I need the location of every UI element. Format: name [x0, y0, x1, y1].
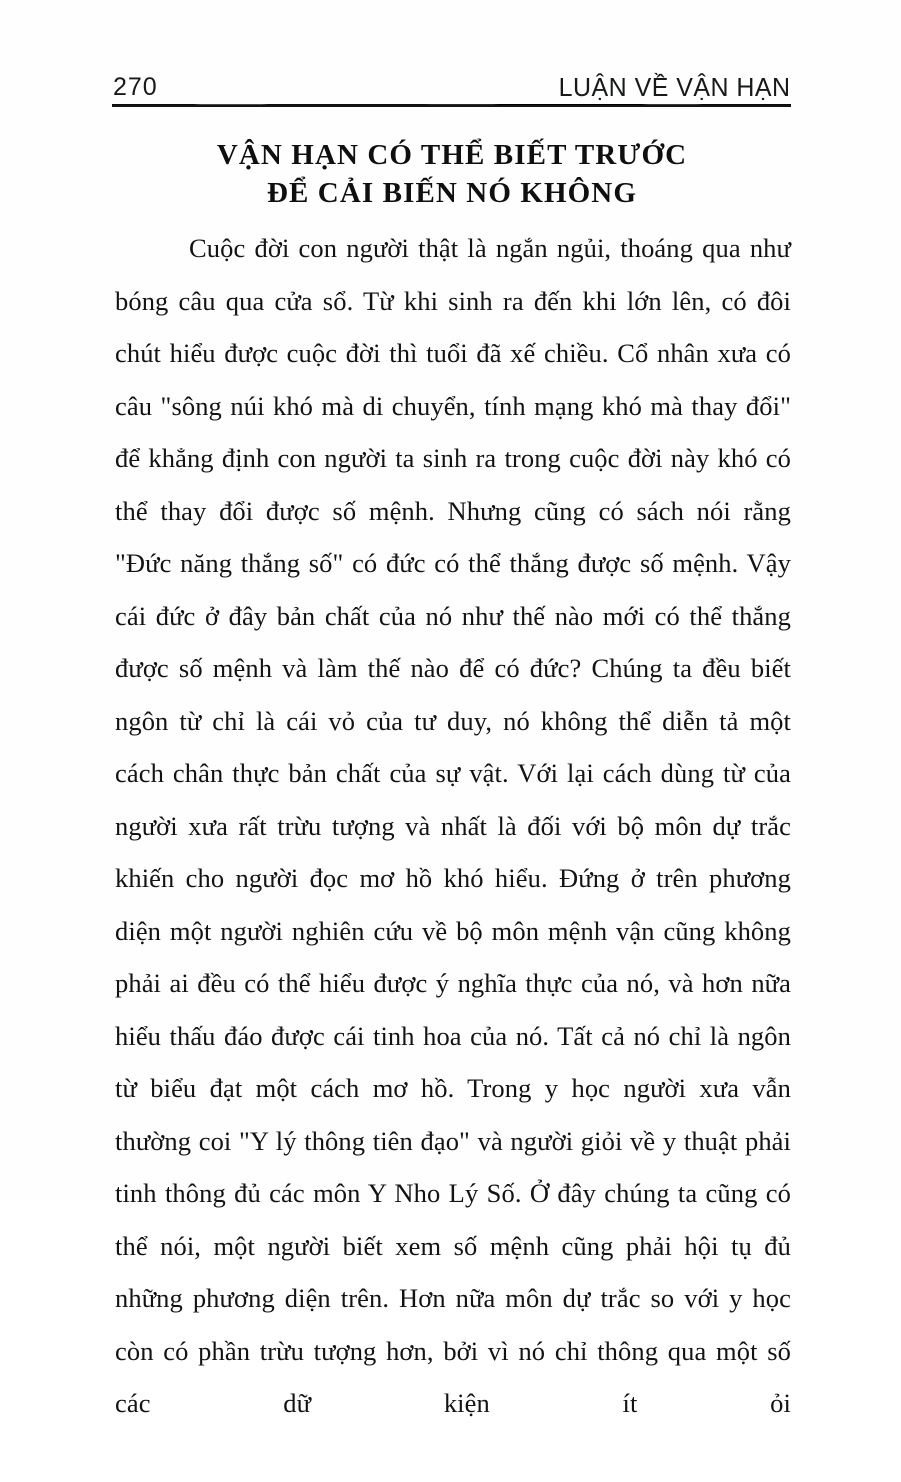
chapter-title-line-2: ĐỂ CẢI BIẾN NÓ KHÔNG [266, 177, 638, 209]
page-number: 270 [113, 73, 158, 101]
chapter-title [113, 136, 791, 212]
running-head-title: LUẬN VỀ VẬN HẠN [559, 72, 791, 102]
running-head [113, 62, 791, 102]
paragraph: Cuộc đời con người thật là ngắn ngủi, thoáng qua như bóng câu qua cửa sổ. Từ khi sinh ra đến khi lớn lên, có đôi chút hiểu được cuộc đời thì tuổi đã xế chiều. Cổ nhân xưa có câu "sông núi khó mà di chuyển, tính mạng khó mà thay đổi" để khẳng định con người ta sinh ra trong cuộc đời này khó có thể thay đổi được số mệnh. Nhưng cũng có sách nói rằng "Đức năng thắng số" có đức có thể thắng được số mệnh. Vậy cái đức ở đây bản chất của nó như thế nào mới có thể thắng được số mệnh và làm thế nào để có đức? Chúng ta đều biết ngôn từ chỉ là cái vỏ của tư duy, nó không thể diễn tả một cách chân thực bản chất của sự vật. Với lại cách dùng từ của người xưa rất trừu tượng và nhất là đối với bộ môn dự trắc khiến cho người đọc mơ hồ khó hiểu. Đứng ở trên phương diện một người nghiên cứu về bộ môn mệnh vận cũng không phải ai đều có thể hiểu được ý nghĩa thực của nó, và hơn nữa hiểu thấu đáo được cái tinh hoa của nó. Tất cả nó chỉ là ngôn từ biểu đạt một cách mơ hồ. Trong y học người xưa vẫn thường coi "Y lý thông tiên đạo" và người giỏi về y thuật phải tinh thông đủ các môn Y Nho Lý Số. Ở đây chúng ta cũng có thể nói, một người biết xem số mệnh cũng phải hội tụ đủ những phương diện trên. Hơn nữa môn dự trắc so với y học còn có phần trừu tượng hơn, bởi vì nó chỉ thông qua một số các dữ kiện ít ỏi [115, 233, 791, 1418]
chapter-title-line-1: VẬN HẠN CÓ THỂ BIẾT TRƯỚC [216, 139, 688, 171]
header-rule [112, 104, 791, 107]
body-text [115, 222, 791, 1482]
